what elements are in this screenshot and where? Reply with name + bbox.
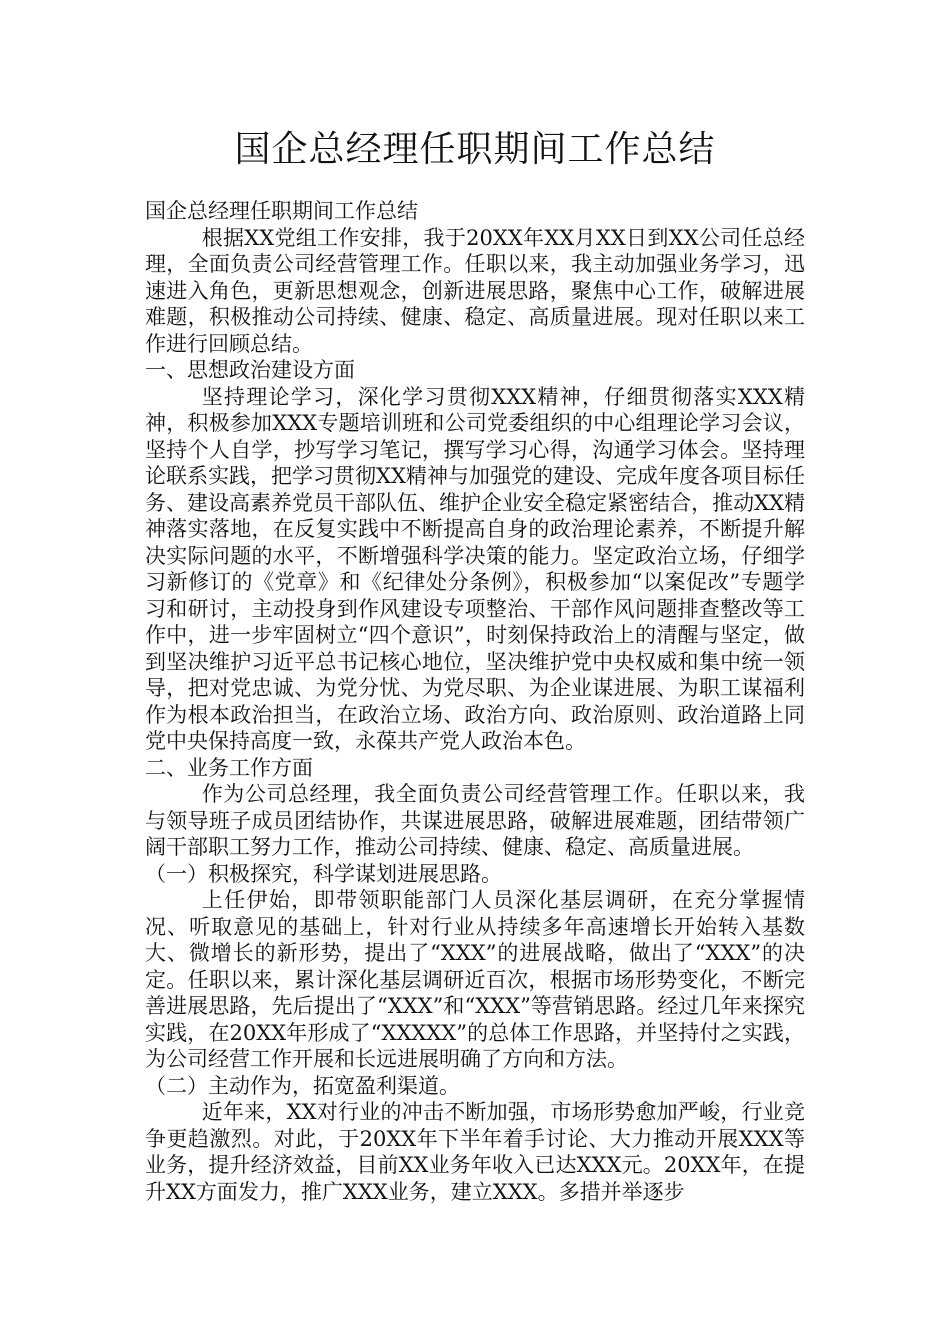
section-body-political: 坚持理论学习，深化学习贯彻XXX精神，仔细贯彻落实XXX精神，积极参加XXX专题培训班和公司党委组织的中心组理论学习会议，坚持个人自学，抄写学习笔记，撰写学习心得，沟通学习体会。坚持理论联系实践，把学习贯彻XX精神与加强党的建设、完成年度各项目标任务、建设高素养党员干部队伍、维护企业安全稳定紧密结合，推动XX精神落实落地，在反复实践中不断提高自身的政治理论素养，不断提升解决实际问题的水平，不断增强科学决策的能力。坚定政治立场，仔细学习新修订的《党章》和《纪律处分条例》，积极参加“以案促改”专题学习和研讨，主动投身到作风建设专项整治、干部作风问题排查整改等工作中，进一步牢固树立“四个意识”，时刻保持政治上的清醒与坚定，做到坚决维护习近平总书记核心地位，坚决维护党中央权威和集中统一领导，把对党忠诚、为党分忧、为党尽职、为企业谋进展、为职工谋福利作为根本政治担当，在政治立场、政治方向、政治原则、政治道路上同党中央保持高度一致，永葆共产党人政治本色。 — [145, 384, 805, 753]
intro-paragraph: 根据XX党组工作安排，我于20XX年XX月XX日到XX公司任总经理，全面负责公司经营管理工作。任职以来，我主动加强业务学习，迅速进入角色，更新思想观念，创新进展思路，聚焦中心工作，破解进展难题，积极推动公司持续、健康、稳定、高质量进展。现对任职以来工作进行回顾总结。 — [145, 225, 805, 356]
section-heading-political: 一、思想政治建设方面 — [145, 358, 355, 382]
subsection-body-planning: 上任伊始，即带领职能部门人员深化基层调研，在充分掌握情况、听取意见的基础上，针对行业从持续多年高速增长开始转入基数大、微增长的新形势，提出了“XXX”的进展战略，做出了“XXX”的决定。任职以来，累计深化基层调研近百次，根据市场形势变化，不断完善进展思路，先后提出了“XXX”和“XXX”等营销思路。经过几年来探究实践，在20XX年形成了“XXXXX”的总体工作思路，并坚持付之实践，为公司经营工作开展和长远进展明确了方向和方法。 — [145, 888, 805, 1071]
document-title: 国企总经理任职期间工作总结 — [234, 129, 716, 170]
section-heading-business: 二、业务工作方面 — [145, 755, 313, 780]
document-body — [145, 198, 805, 1205]
subsection-heading-profit: （二）主动作为，拓宽盈利渠道。 — [145, 1073, 460, 1098]
document-subtitle: 国企总经理任职期间工作总结 — [145, 199, 418, 223]
subsection-body-profit: 近年来，XX对行业的冲击不断加强，市场形势愈加严峻，行业竞争更趋激烈。对此，于20XX年下半年着手讨论、大力推动开展XXX等业务，提升经济效益，目前XX业务年收入已达XXX元。20XX年，在提升XX方面发力，推广XXX业务，建立XXX。多措并举逐步 — [145, 1100, 805, 1204]
subsection-heading-planning: （一）积极探究，科学谋划进展思路。 — [145, 861, 502, 886]
section-body-business: 作为公司总经理，我全面负责公司经营管理工作。任职以来，我与领导班子成员团结协作，共谋进展思路，破解进展难题，团结带领广阔干部职工努力工作，推动公司持续、健康、稳定、高质量进展。 — [145, 782, 805, 859]
